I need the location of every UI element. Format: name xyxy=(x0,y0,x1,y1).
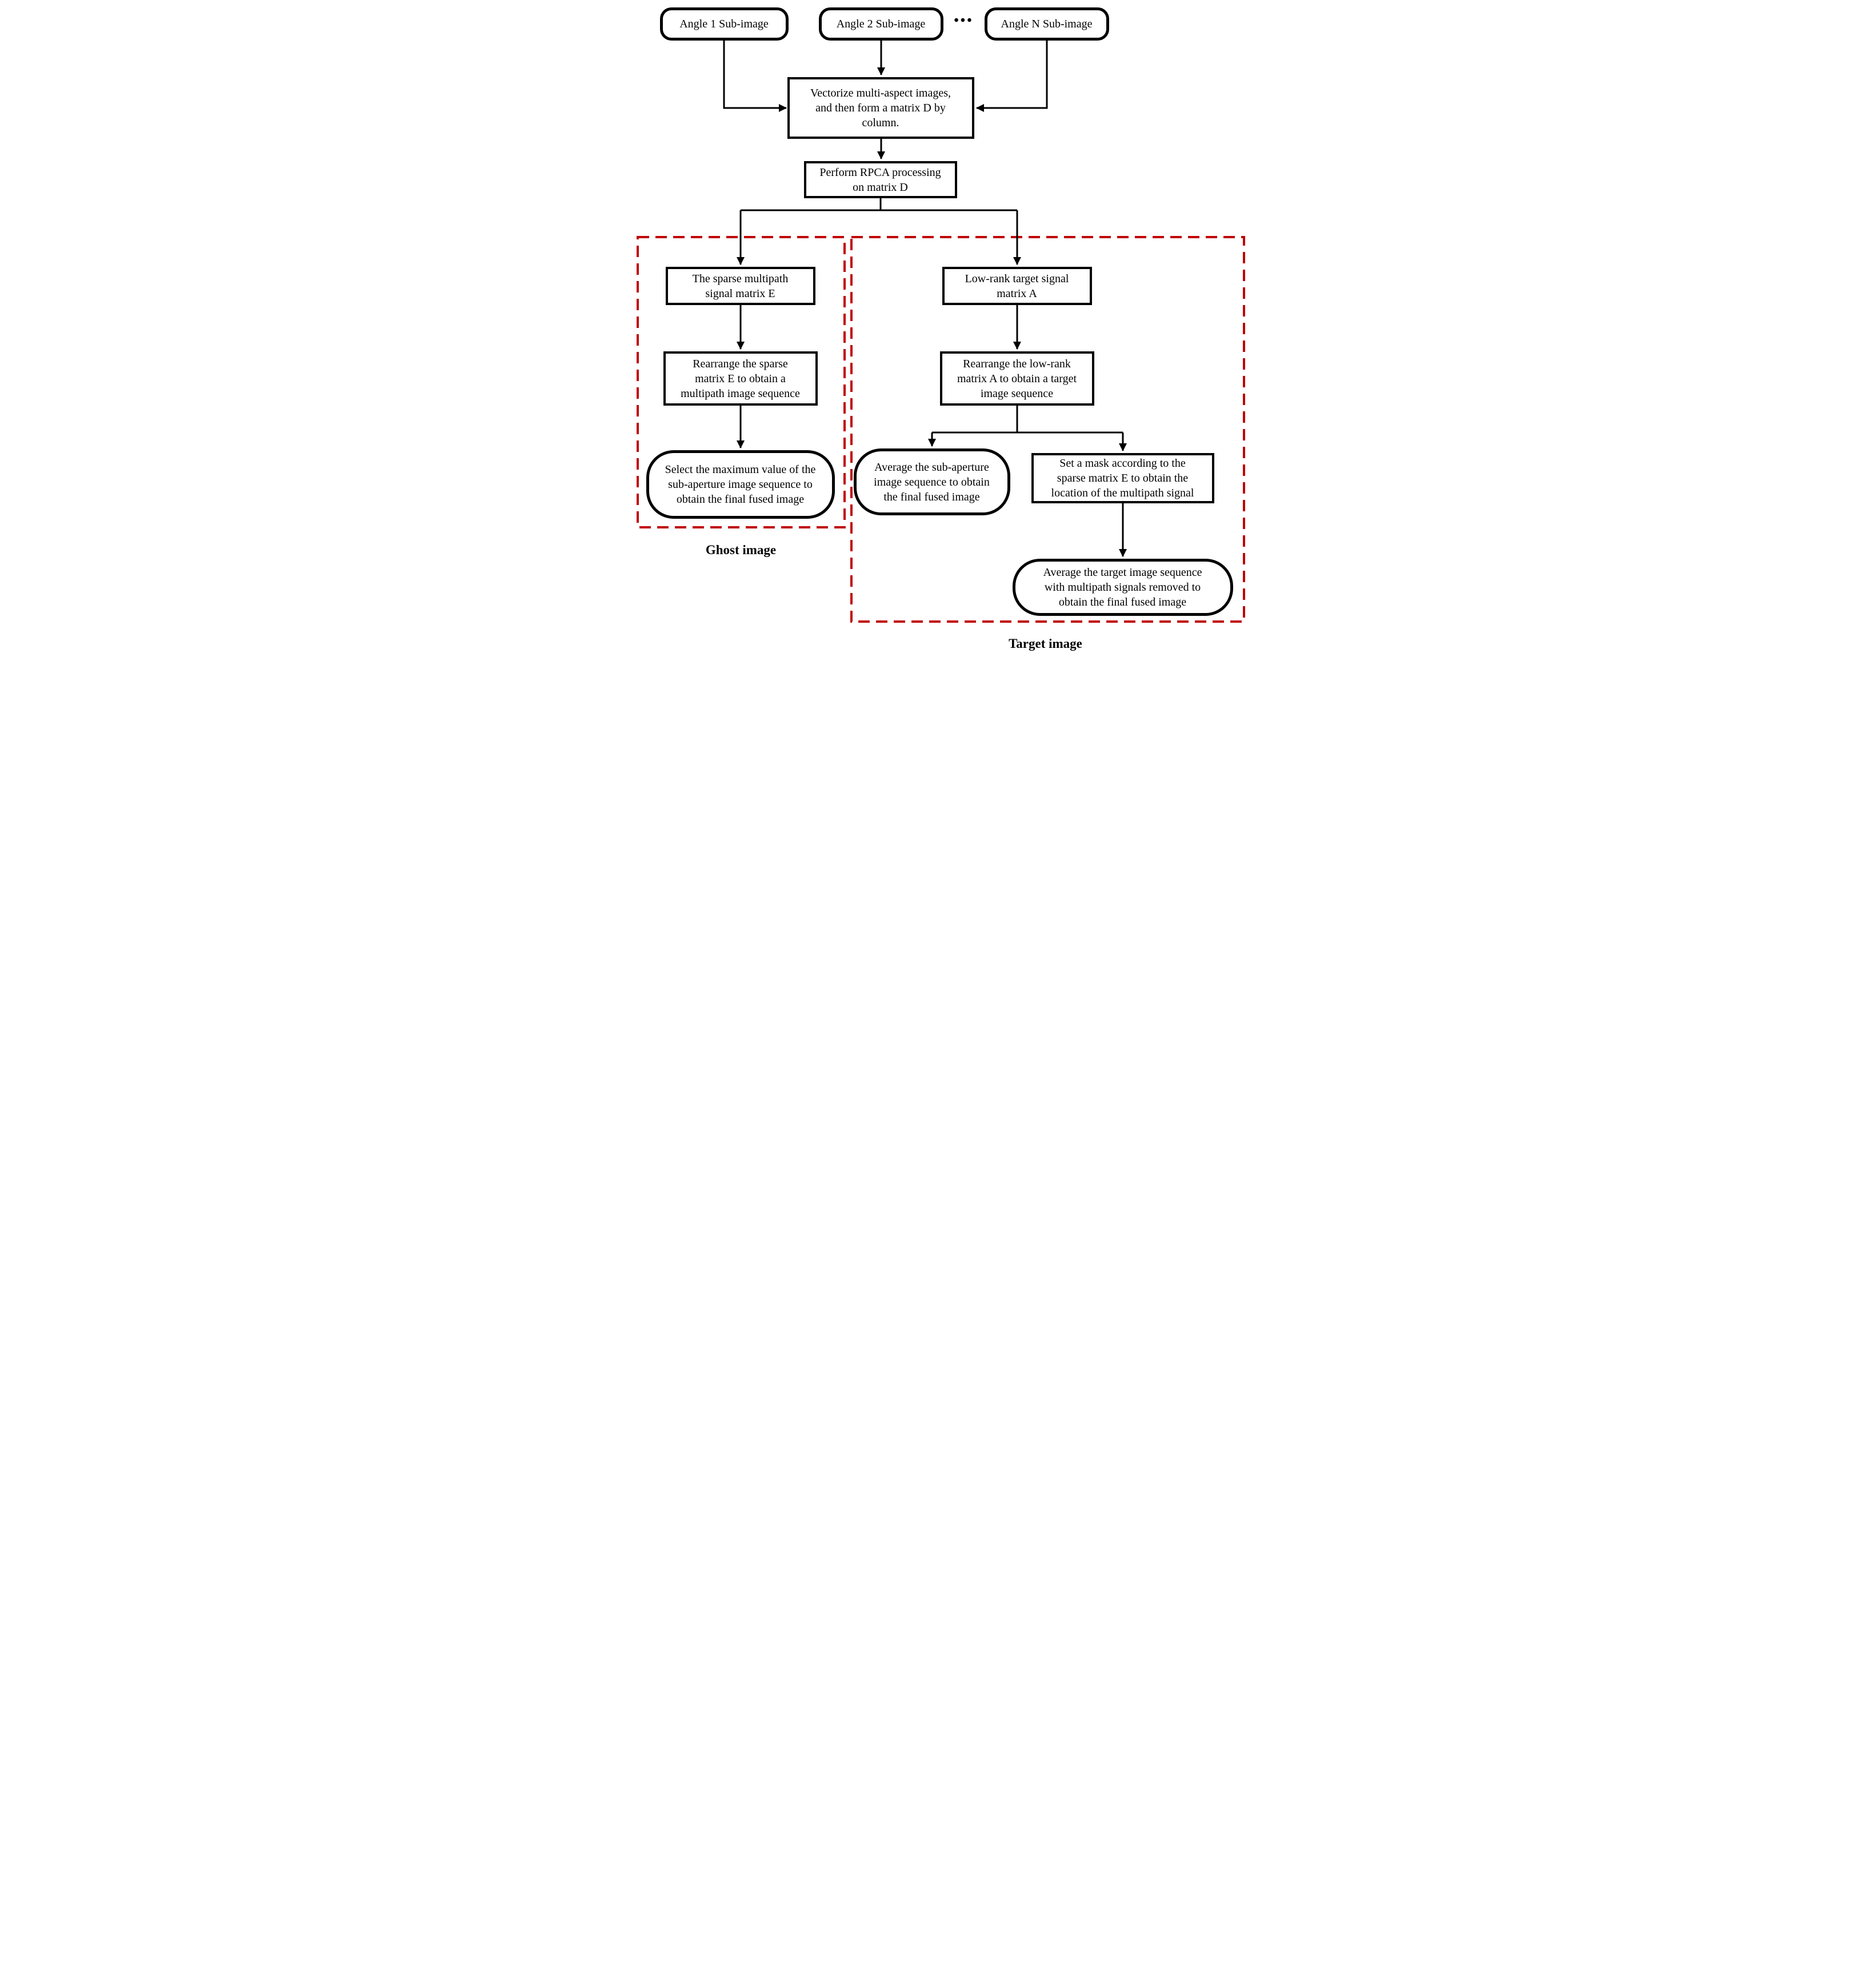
node-text-line: image sequence to obtain xyxy=(874,475,990,488)
node-text-line: signal matrix E xyxy=(705,287,775,300)
node-text-line: Average the sub-aperture xyxy=(874,460,989,474)
connector-anglen-to-vectorize xyxy=(977,41,1047,108)
connector-angle1-to-vectorize xyxy=(724,41,786,108)
node-text-line: matrix A to obtain a target xyxy=(957,372,1077,385)
flowchart-canvas xyxy=(626,0,1251,656)
node-text-line: multipath image sequence xyxy=(681,387,800,400)
node-text-line: Average the target image sequence xyxy=(1043,566,1202,579)
node-text-line: column. xyxy=(862,117,899,129)
node-text-line: location of the multipath signal xyxy=(1051,487,1194,499)
node-text-line: on matrix D xyxy=(853,181,908,194)
node-text-line: Low-rank target signal xyxy=(965,272,1069,285)
group-label-text: Ghost image xyxy=(705,543,777,557)
node-set-mask xyxy=(1031,453,1214,503)
node-low-rank-matrix-a xyxy=(942,267,1092,305)
node-text-line: Perform RPCA processing xyxy=(819,166,941,179)
node-text-line: Select the maximum value of the xyxy=(665,463,816,476)
label-target-image xyxy=(989,635,1103,652)
node-text-line: Rearrange the sparse xyxy=(693,357,788,370)
node-rearrange-sparse-e xyxy=(663,351,818,406)
node-text-line: and then form a matrix D by xyxy=(815,102,946,114)
node-text-line: obtain the final fused image xyxy=(676,493,805,506)
node-text-line: matrix E to obtain a xyxy=(695,372,786,385)
node-text-line: matrix A xyxy=(997,287,1037,300)
node-text-line: sub-aperture image sequence to xyxy=(668,478,813,491)
node-text-line: obtain the final fused image xyxy=(1058,596,1187,608)
node-sparse-matrix-e xyxy=(666,267,815,305)
node-rearrange-low-rank-a xyxy=(940,351,1094,406)
node-text-line: The sparse multipath xyxy=(692,272,789,285)
node-text-line: Set a mask according to the xyxy=(1059,457,1186,470)
node-text-line: Rearrange the low-rank xyxy=(963,357,1071,370)
node-select-maximum xyxy=(646,450,835,519)
ellipsis-icon xyxy=(947,11,981,30)
node-rpca xyxy=(804,161,957,198)
label-ghost-image xyxy=(684,542,798,559)
group-label-text: Target image xyxy=(1009,636,1082,651)
node-label: Angle 2 Sub-image xyxy=(836,18,926,30)
node-label: Angle N Sub-image xyxy=(1001,18,1093,30)
ellipsis-dots: ••• xyxy=(954,13,974,28)
node-vectorize xyxy=(787,77,974,139)
node-text-line: Vectorize multi-aspect images, xyxy=(810,87,951,99)
node-text-line: image sequence xyxy=(980,387,1054,400)
node-angle-n-sub-image xyxy=(985,7,1109,41)
node-angle-2-sub-image xyxy=(819,7,943,41)
node-text-line: with multipath signals removed to xyxy=(1044,581,1201,594)
node-label: Angle 1 Sub-image xyxy=(679,18,769,30)
node-text-line: the final fused image xyxy=(883,490,980,503)
node-average-target xyxy=(1013,559,1233,616)
node-average-sub-aperture xyxy=(854,448,1010,515)
node-angle-1-sub-image xyxy=(660,7,789,41)
node-text-line: sparse matrix E to obtain the xyxy=(1057,472,1189,484)
